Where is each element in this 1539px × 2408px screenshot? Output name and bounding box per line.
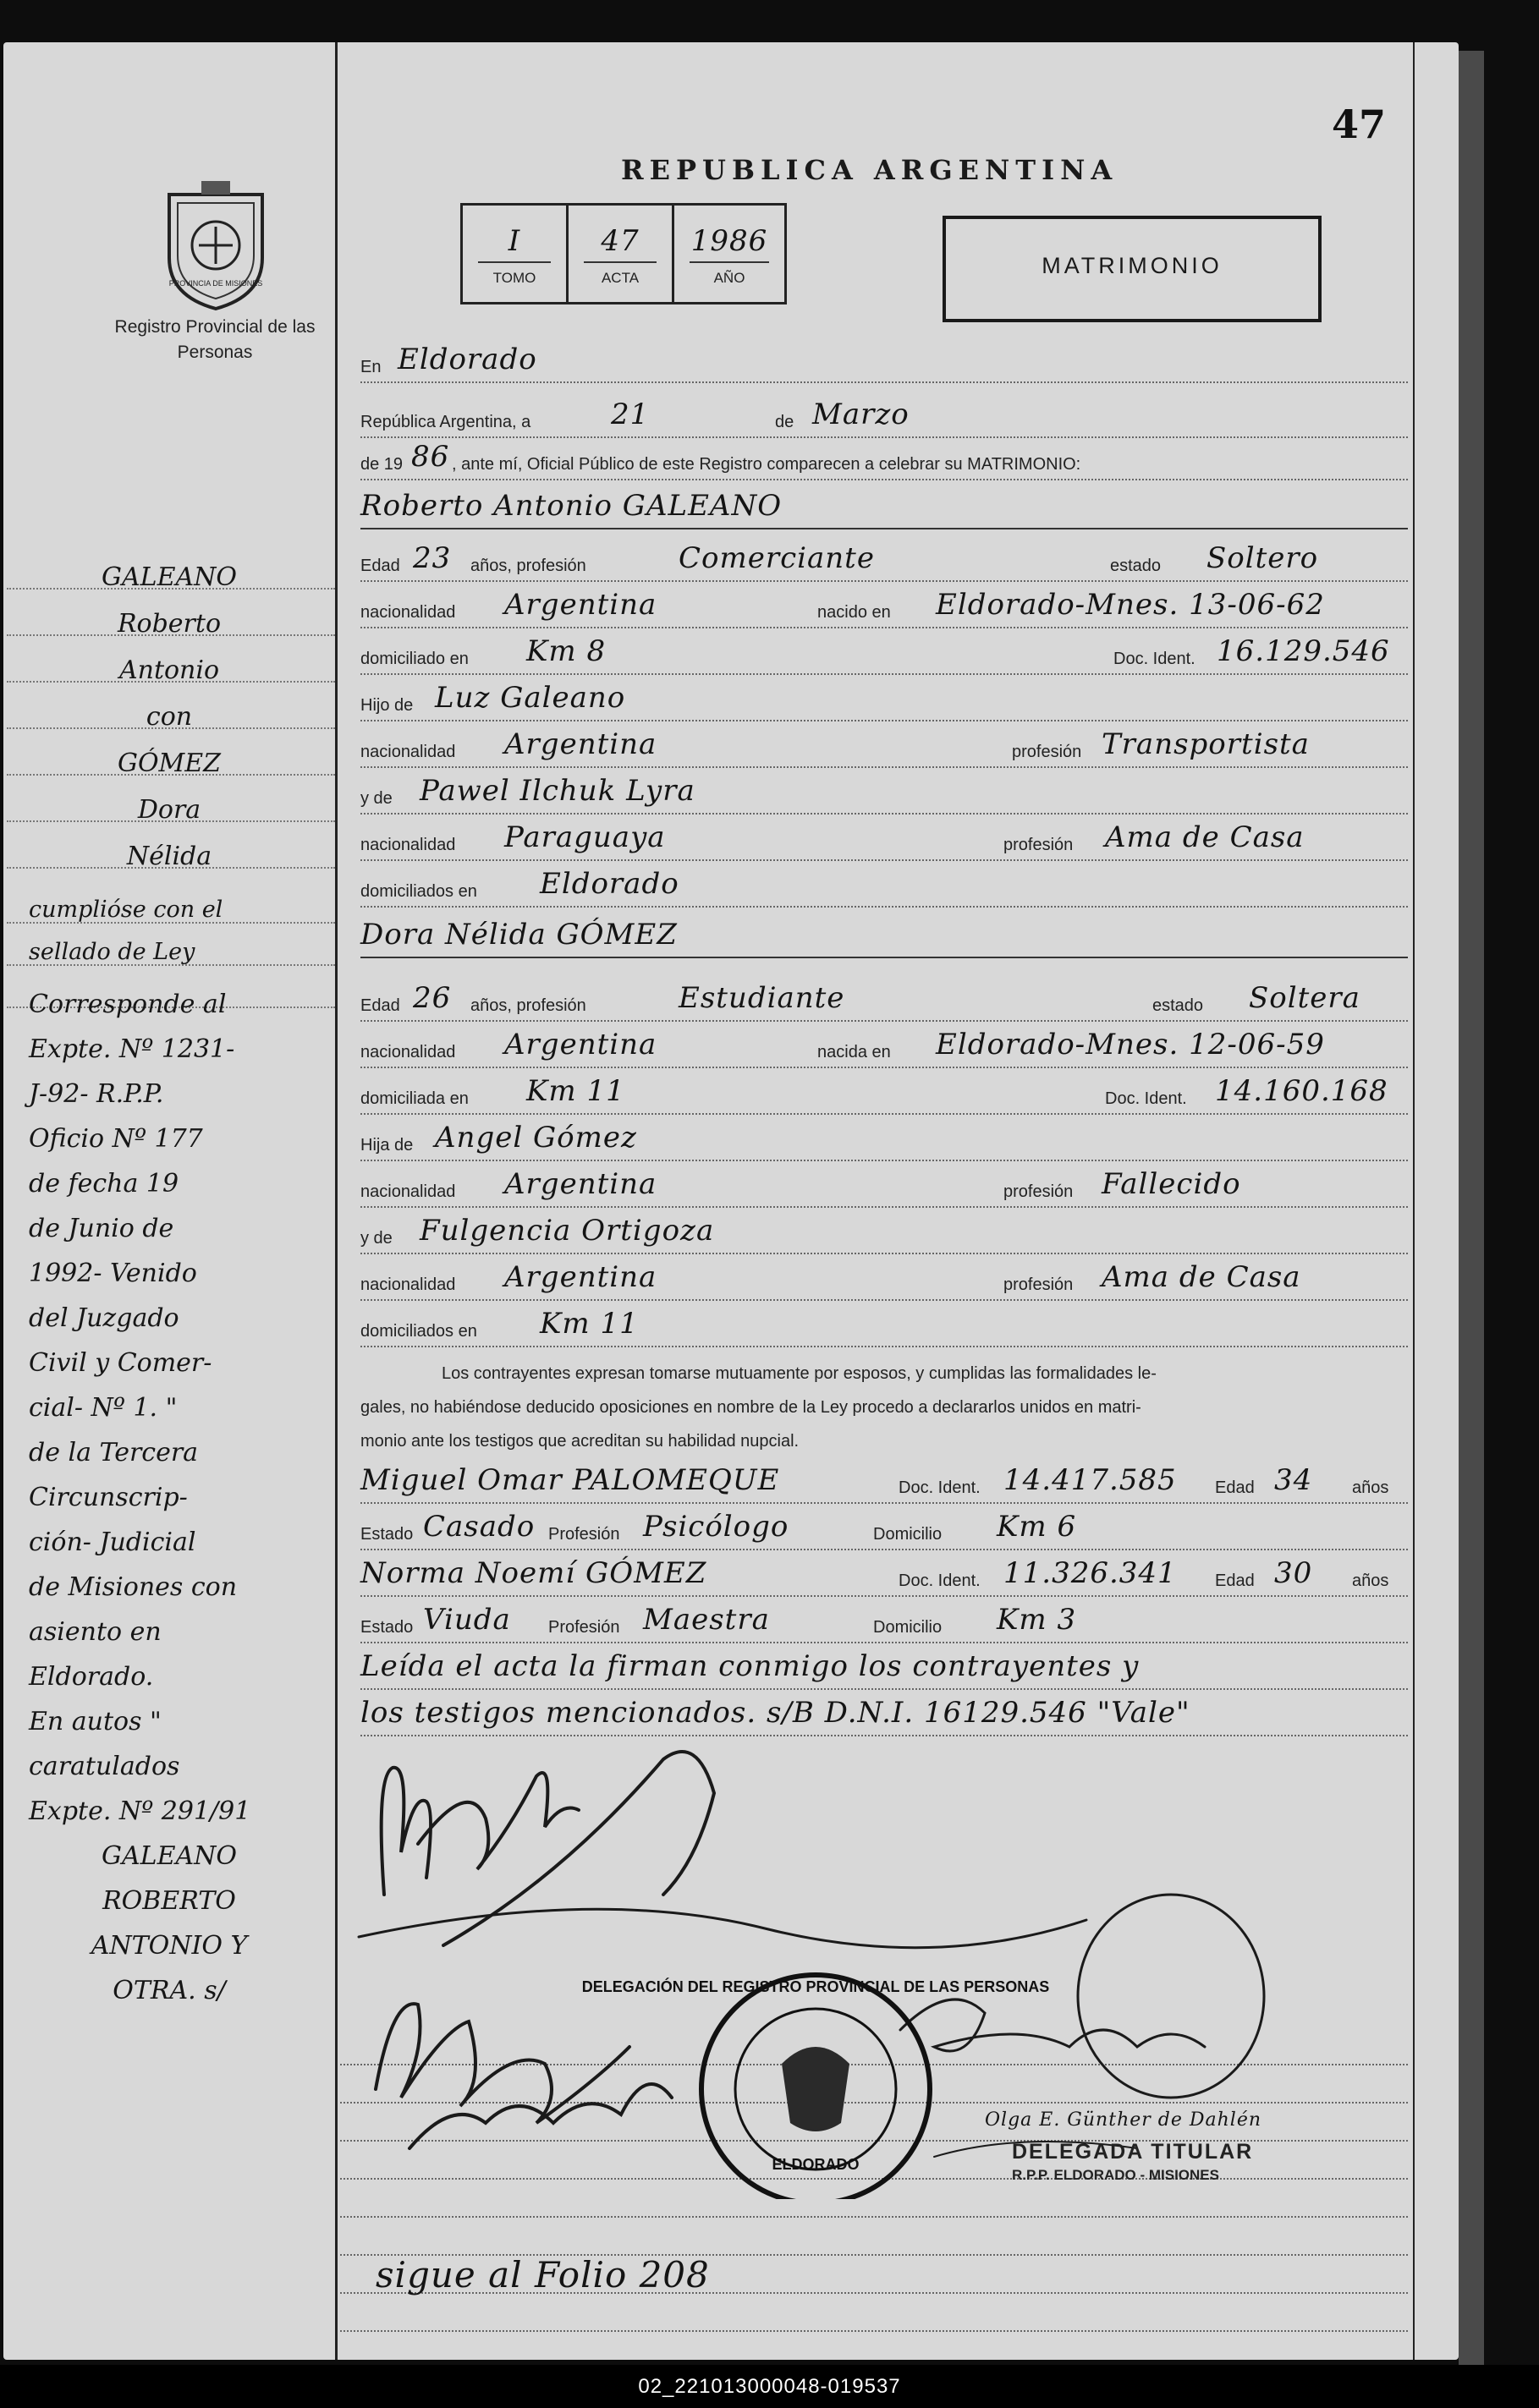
- field-label: profesión: [1003, 1275, 1074, 1294]
- margin-name: GÓMEZ: [117, 749, 222, 778]
- groom-domicile: Km 8: [526, 634, 607, 668]
- field-label: nacionalidad: [360, 836, 456, 854]
- field-label: estado: [1110, 557, 1162, 575]
- margin-annotation: Corresponde al: [29, 990, 227, 1019]
- form-line: [360, 813, 1408, 815]
- field-label: Hijo de: [360, 696, 414, 715]
- month-value: Marzo: [812, 398, 910, 431]
- groom-mother-nationality: Paraguaya: [504, 820, 666, 854]
- groom-doc: 16.129.546: [1217, 634, 1390, 668]
- field-label: Doc. Ident.: [899, 1478, 981, 1497]
- witness-signatures: [376, 2004, 672, 2148]
- bride-mother-profession: Ama de Casa: [1102, 1260, 1301, 1294]
- field-label: nacionalidad: [360, 1182, 456, 1201]
- form-line: [360, 1688, 1408, 1690]
- form-line: [360, 859, 1408, 861]
- groom-name: Roberto Antonio GALEANO: [360, 489, 783, 523]
- form-line: [360, 1346, 1408, 1347]
- witness-status: Viuda: [423, 1603, 511, 1637]
- bride-domicile: Km 11: [526, 1074, 625, 1108]
- field-label: Profesión: [548, 1525, 620, 1544]
- groom-parents-domicile: Eldorado: [540, 867, 679, 901]
- place-value: Eldorado: [398, 343, 537, 376]
- groom-age: 23: [413, 541, 452, 575]
- witness-doc: 14.417.585: [1003, 1463, 1177, 1497]
- field-label: domiciliada en: [360, 1089, 469, 1108]
- groom-mother: Pawel Ilchuk Lyra: [420, 774, 695, 808]
- bride-mother: Fulgencia Ortigoza: [420, 1214, 715, 1248]
- form-line: [360, 1160, 1408, 1161]
- form-line: [360, 1549, 1408, 1550]
- tomo-cell: I TOMO: [463, 206, 569, 302]
- form-line: [360, 766, 1408, 768]
- form-line: [360, 957, 1408, 958]
- en-label: En: [360, 358, 382, 376]
- contrayentes-signatures: [359, 1752, 1086, 1948]
- declaration-line: monio ante los testigos que acreditan su habilidad nupcial.: [360, 1432, 800, 1451]
- field-label: y de: [360, 789, 393, 808]
- bride-mother-nationality: Argentina: [504, 1260, 657, 1294]
- bride-nationality: Argentina: [504, 1028, 657, 1061]
- acta-cell: 47 ACTA: [569, 206, 674, 302]
- field-label: nacionalidad: [360, 1275, 456, 1294]
- groom-profession: Comerciante: [679, 541, 875, 575]
- form-line: [360, 1253, 1408, 1254]
- margin-annotation: del Juzgado: [29, 1303, 179, 1333]
- signatures-area: [342, 1725, 1442, 2199]
- form-line: [360, 479, 1408, 480]
- witness-name: Norma Noemí GÓMEZ: [360, 1556, 707, 1590]
- registry-name: Registro Provincial de las Personas: [114, 317, 316, 362]
- field-label: profesión: [1003, 836, 1074, 854]
- form-line: [360, 1206, 1408, 1208]
- field-label: Estado: [360, 1525, 414, 1544]
- margin-name: GALEANO: [102, 562, 237, 592]
- field-label: Edad: [1215, 1572, 1255, 1590]
- official-title: DELEGADA TITULAR: [1012, 2140, 1254, 2164]
- form-line: [360, 673, 1408, 675]
- form-line: [360, 627, 1408, 628]
- margin-annotation: GALEANO: [102, 1841, 237, 1871]
- groom-birth: Eldorado-Mnes. 13-06-62: [936, 588, 1325, 622]
- margin-annotation: Expte. Nº 291/91: [29, 1796, 251, 1826]
- field-label: Hija de: [360, 1136, 414, 1155]
- seal-text: PROVINCIA DE MISIONES: [168, 279, 263, 288]
- form-line: [360, 528, 1408, 529]
- field-label: domiciliados en: [360, 882, 477, 901]
- witness-name: Miguel Omar PALOMEQUE: [360, 1463, 780, 1497]
- bride-father: Angel Gómez: [435, 1121, 637, 1155]
- form-line: [360, 1020, 1408, 1022]
- field-label: años, profesión: [470, 996, 586, 1015]
- form-line: [360, 1502, 1408, 1504]
- margin-name: Nélida: [126, 842, 212, 871]
- form-line: [360, 1299, 1408, 1301]
- margin-annotation: cial- Nº 1. ": [29, 1393, 178, 1423]
- margin-divider: [335, 42, 338, 2360]
- official-name: Olga E. Günther de Dahlén: [985, 2109, 1262, 2131]
- field-label: Domicilio: [873, 1525, 943, 1544]
- closing-line: los testigos mencionados. s/B D.N.I. 16129.546 "Vale": [360, 1696, 1190, 1730]
- margin-annotation: Civil y Comer-: [29, 1348, 212, 1378]
- anio-cell: 1986 AÑO: [690, 224, 768, 286]
- margin-annotation: asiento en: [29, 1617, 162, 1647]
- groom-father: Luz Galeano: [435, 681, 626, 715]
- margin-annotation: de Misiones con: [29, 1572, 238, 1602]
- bride-status: Soltera: [1249, 981, 1360, 1015]
- year-suffix: 86: [411, 440, 450, 474]
- continuation-note: sigue al Folio 208: [376, 2254, 710, 2296]
- day-value: 21: [611, 398, 650, 431]
- bride-profession: Estudiante: [679, 981, 845, 1015]
- provincial-seal-icon: [161, 178, 271, 313]
- bride-father-nationality: Argentina: [504, 1167, 657, 1201]
- bride-father-profession: Fallecido: [1102, 1167, 1241, 1201]
- field-label: profesión: [1012, 743, 1082, 761]
- bride-name: Dora Nélida GÓMEZ: [360, 918, 678, 952]
- witness-age: 34: [1274, 1463, 1313, 1497]
- form-line: [360, 720, 1408, 721]
- record-index-box: [460, 203, 787, 304]
- bride-doc: 14.160.168: [1215, 1074, 1388, 1108]
- intro-text: , ante mí, Oficial Público de este Registro comparecen a celebrar su MATRIMONIO:: [452, 455, 1081, 474]
- folio-number: 47: [1332, 101, 1387, 147]
- field-label: profesión: [1003, 1182, 1074, 1201]
- field-label: y de: [360, 1229, 393, 1248]
- closing-line: Leída el acta la firman conmigo los contrayentes y: [360, 1649, 1140, 1683]
- margin-name: con: [146, 702, 193, 732]
- margin-annotation: de fecha 19: [29, 1169, 179, 1199]
- register-type: MATRIMONIO: [1042, 253, 1223, 278]
- field-label: años, profesión: [470, 557, 586, 575]
- form-line: [360, 1067, 1408, 1068]
- declaration-line: gales, no habiéndose deducido oposiciones en nombre de la Ley procedo a declararlos unidos en matri-: [360, 1398, 1141, 1417]
- official-office: R.P.P. ELDORADO - MISIONES: [1012, 2167, 1219, 2183]
- field-label: Doc. Ident.: [1105, 1089, 1187, 1108]
- margin-annotation: caratulados: [29, 1752, 180, 1781]
- witness-domicile: Km 6: [997, 1510, 1077, 1544]
- form-line: [360, 906, 1408, 908]
- margin-annotation: Oficio Nº 177: [29, 1124, 203, 1154]
- field-label: domiciliados en: [360, 1322, 477, 1341]
- form-line: [360, 436, 1408, 438]
- declaration-line: Los contrayentes expresan tomarse mutuamente por esposos, y cumplidas las formalidades le-: [442, 1364, 1157, 1383]
- field-label: años: [1352, 1572, 1389, 1590]
- margin-cumplido: sellado de Ley: [29, 939, 195, 965]
- field-label: domiciliado en: [360, 650, 469, 668]
- bride-age: 26: [413, 981, 452, 1015]
- margin-annotation: ROBERTO: [102, 1886, 236, 1916]
- stamp-inner-text: ELDORADO: [772, 2156, 860, 2173]
- witness-profession: Maestra: [643, 1603, 770, 1637]
- field-label: Edad: [360, 996, 400, 1015]
- form-line: [360, 381, 1408, 383]
- margin-annotation: Circunscrip-: [29, 1483, 188, 1512]
- form-line: [360, 580, 1408, 582]
- margin-annotation: Expte. Nº 1231-: [29, 1034, 235, 1064]
- country-title: REPUBLICA ARGENTINA: [621, 154, 1119, 186]
- field-label: Domicilio: [873, 1618, 943, 1637]
- form-line: [360, 1113, 1408, 1115]
- margin-annotation: de Junio de: [29, 1214, 174, 1243]
- bride-parents-domicile: Km 11: [540, 1307, 639, 1341]
- witness-domicile: Km 3: [997, 1603, 1077, 1637]
- groom-father-nationality: Argentina: [504, 727, 657, 761]
- margin-annotation: ANTONIO Y: [91, 1931, 248, 1961]
- register-type-box: [943, 216, 1322, 322]
- field-label: años: [1352, 1478, 1389, 1497]
- stamp-outer-text: DELEGACIÓN DEL REGISTRO PROVINCIAL DE LAS PERSONAS: [581, 1978, 1050, 1995]
- field-label: nacionalidad: [360, 1043, 456, 1061]
- margin-cumplido: cumplióse con el: [29, 897, 223, 923]
- margin-annotation: OTRA. s/: [113, 1976, 226, 2005]
- form-line: [360, 1642, 1408, 1643]
- groom-status: Soltero: [1206, 541, 1319, 575]
- witness-age: 30: [1274, 1556, 1313, 1590]
- margin-name: Antonio: [118, 655, 220, 685]
- de-label: de: [775, 413, 794, 431]
- witness-status: Casado: [423, 1510, 536, 1544]
- bride-birth: Eldorado-Mnes. 12-06-59: [936, 1028, 1325, 1061]
- form-line: [360, 1595, 1408, 1597]
- margin-annotation: J-92- R.P.P.: [29, 1079, 164, 1109]
- file-id-footer: 02_221013000048-019537: [0, 2365, 1539, 2408]
- field-label: Estado: [360, 1618, 414, 1637]
- republica-label: República Argentina, a: [360, 413, 531, 431]
- field-label: nacionalidad: [360, 603, 456, 622]
- witness-profession: Psicólogo: [643, 1510, 789, 1544]
- field-label: Doc. Ident.: [1113, 650, 1195, 668]
- field-label: Edad: [1215, 1478, 1255, 1497]
- field-label: Edad: [360, 557, 400, 575]
- margin-annotation: Eldorado.: [29, 1662, 154, 1692]
- margin-annotation: 1992- Venido: [29, 1259, 197, 1288]
- margin-annotation: ción- Judicial: [29, 1528, 196, 1557]
- margin-annotation: de la Tercera: [29, 1438, 199, 1467]
- field-label: Profesión: [548, 1618, 620, 1637]
- groom-father-profession: Transportista: [1102, 727, 1310, 761]
- margin-name: Roberto: [117, 609, 222, 639]
- margin-name: Dora: [137, 795, 201, 825]
- field-label: Doc. Ident.: [899, 1572, 981, 1590]
- book-edge: [1459, 51, 1484, 2368]
- year-prefix: de 19: [360, 455, 404, 474]
- groom-nationality: Argentina: [504, 588, 657, 622]
- register-page: [3, 42, 1459, 2360]
- margin-annotation: En autos ": [29, 1707, 162, 1736]
- field-label: nacida en: [817, 1043, 891, 1061]
- field-label: estado: [1152, 996, 1204, 1015]
- field-label: nacionalidad: [360, 743, 456, 761]
- field-label: nacido en: [817, 603, 891, 622]
- witness-doc: 11.326.341: [1003, 1556, 1177, 1590]
- groom-mother-profession: Ama de Casa: [1105, 820, 1305, 854]
